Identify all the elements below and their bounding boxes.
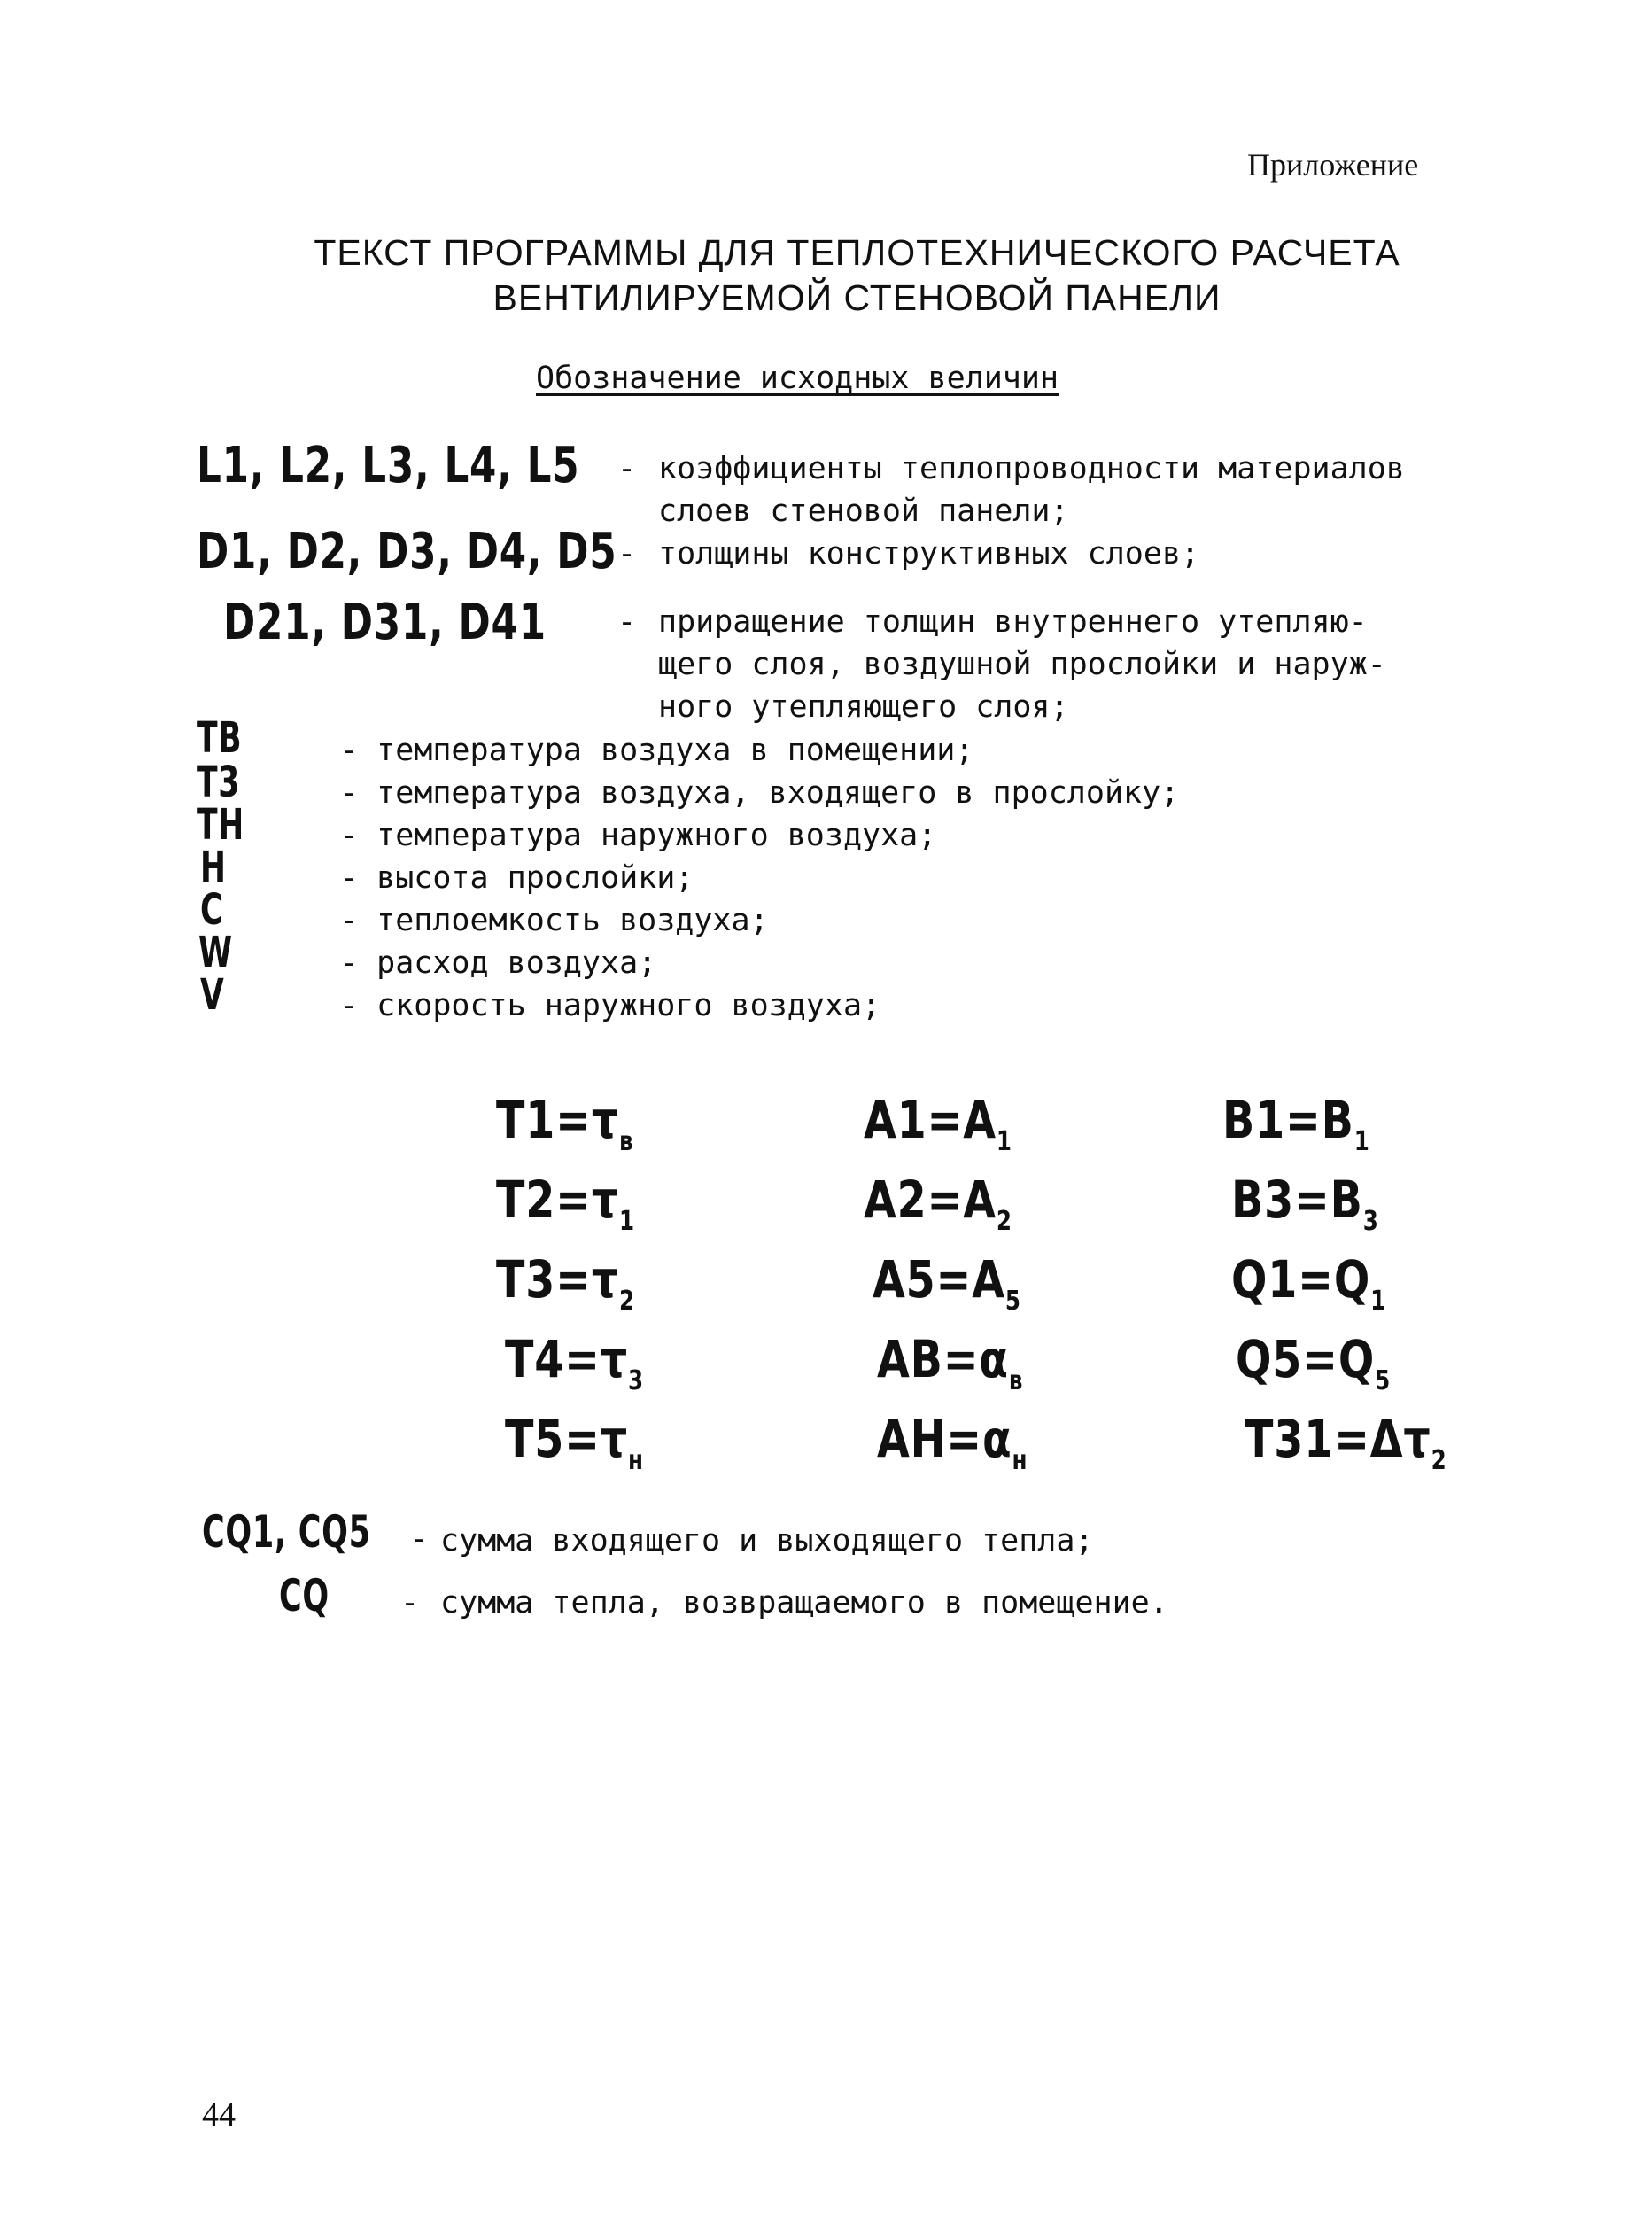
definition-text: - скорость наружного воздуха; xyxy=(339,988,881,1023)
formula-b3: $B3=B_3$ xyxy=(1231,1170,1379,1237)
symbol-tb: TB xyxy=(197,713,243,763)
formula-t5: $T5=\tau_н$ xyxy=(505,1409,644,1476)
definition-text: - температура воздуха, входящего в прослойку; xyxy=(339,775,1180,811)
definition-text: сумма входящего и выходящего тепла; xyxy=(440,1523,1094,1559)
definition-text: сумма тепла, возвращаемого в помещение. xyxy=(440,1585,1168,1621)
section-subtitle: Обозначение исходных величин xyxy=(536,361,1059,396)
formula-a2: $A2=A_2$ xyxy=(864,1170,1012,1237)
definition-text: слоев стеновой панели; xyxy=(658,494,1069,529)
formula-b1: $B1=B_1$ xyxy=(1222,1090,1370,1157)
formula-t1: $T1=\tau_в$ xyxy=(496,1090,634,1157)
symbol-w: W xyxy=(198,928,233,977)
formula-a1: $A1=A_1$ xyxy=(864,1090,1012,1157)
definition-dash: - xyxy=(400,1585,420,1621)
definition-text: коэффициенты теплопроводности материалов xyxy=(658,451,1405,486)
symbol-cq: CQ xyxy=(279,1570,330,1621)
definition-dash: - xyxy=(617,451,637,486)
symbol-d-group: D1, D2, D3, D4, D5 xyxy=(197,523,617,580)
formula-t2: $T2=\tau_1$ xyxy=(496,1170,635,1237)
symbol-d21-group: D21, D31, D41 xyxy=(223,594,547,651)
formula-t4: $T4=\tau_3$ xyxy=(505,1329,644,1396)
definition-text: - теплоемкость воздуха; xyxy=(339,903,769,938)
page-title-line-1: ТЕКСТ ПРОГРАММЫ ДЛЯ ТЕПЛОТЕХНИЧЕСКОГО РАСЧЕТА xyxy=(314,232,1400,273)
formula-a5: $A5=A_5$ xyxy=(873,1249,1021,1317)
definition-text: толщины конструктивных слоев; xyxy=(658,536,1200,571)
symbol-c: C xyxy=(200,885,224,935)
symbol-l-group: L1, L2, L3, L4, L5 xyxy=(197,437,580,494)
symbol-h: H xyxy=(200,843,227,892)
symbol-v: V xyxy=(200,970,225,1020)
definition-dash: - xyxy=(617,604,637,640)
formula-t31: $T31=\Delta\tau_2$ xyxy=(1245,1409,1447,1476)
definition-text: - высота прослойки; xyxy=(339,860,694,896)
appendix-label: Приложение xyxy=(1247,147,1419,183)
definition-dash: - xyxy=(409,1521,429,1557)
definition-text: щего слоя, воздушной прослойки и наруж- xyxy=(658,647,1386,682)
formula-t3: $T3=\tau_2$ xyxy=(496,1249,635,1317)
formula-ah: $AH=\alpha_н$ xyxy=(877,1409,1028,1476)
definition-text: - температура воздуха в помещении; xyxy=(339,733,974,768)
definition-text: - температура наружного воздуха; xyxy=(339,818,937,853)
page-title-line-2: ВЕНТИЛИРУЕМОЙ СТЕНОВОЙ ПАНЕЛИ xyxy=(492,277,1222,318)
formula-q5: $Q5=Q_5$ xyxy=(1236,1329,1392,1396)
symbol-th: TH xyxy=(197,800,244,850)
page-number: 44 xyxy=(202,2096,236,2134)
formula-ab: $AB=\alpha_в$ xyxy=(877,1329,1024,1396)
symbol-cq1-cq5: CQ1, CQ5 xyxy=(202,1506,371,1558)
definition-dash: - xyxy=(617,536,637,571)
definition-text: приращение толщин внутреннего утепляю- xyxy=(658,604,1368,640)
formula-q1: $Q1=Q_1$ xyxy=(1231,1249,1387,1317)
symbol-t3: T3 xyxy=(197,758,241,807)
definition-text: ного утепляющего слоя; xyxy=(658,689,1069,725)
definition-text: - расход воздуха; xyxy=(339,945,657,981)
